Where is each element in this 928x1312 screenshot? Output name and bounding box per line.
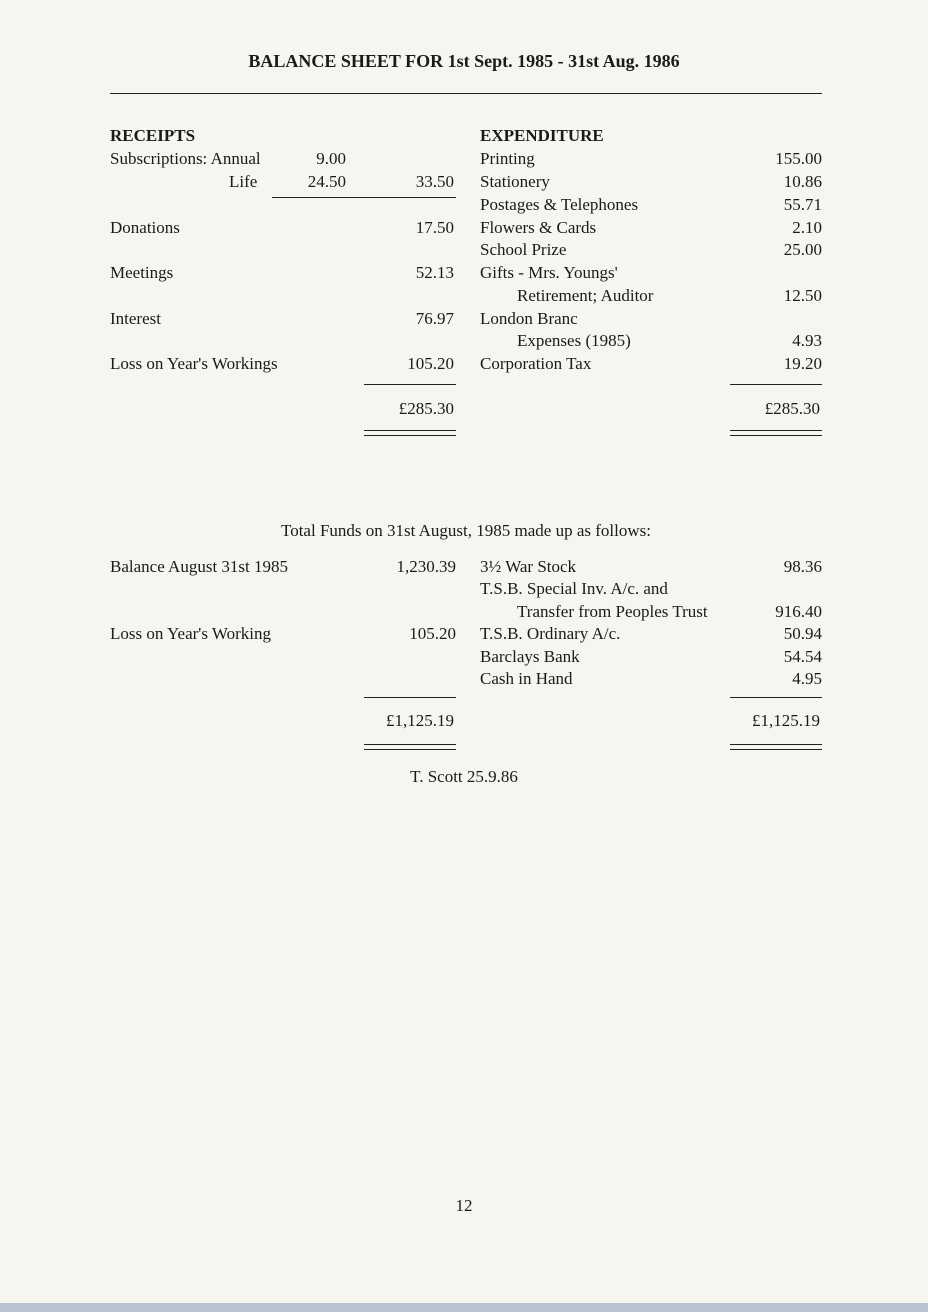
expenditure-item-value: 2.10 xyxy=(792,218,822,237)
receipts-total: £285.30 xyxy=(398,399,454,418)
receipts-double-rule-1 xyxy=(364,430,456,431)
funds-right-item-value: 54.54 xyxy=(783,647,822,666)
funds-left-double-rule-2 xyxy=(364,749,456,750)
expenditure-item-value: 10.86 xyxy=(783,172,822,191)
funds-right-item-value: 98.36 xyxy=(783,557,822,576)
subscriptions-label: Subscriptions: Annual xyxy=(110,149,261,168)
interest-value: 76.97 xyxy=(415,309,454,328)
expenditure-item-value: 55.71 xyxy=(783,195,822,214)
expenditure-item-label: Gifts - Mrs. Youngs' xyxy=(480,263,618,282)
funds-right-item-label: Transfer from Peoples Trust xyxy=(517,602,708,621)
funds-right-subtotal-rule xyxy=(730,697,822,698)
subscriptions-rule xyxy=(272,197,456,198)
funds-right-item-label: 3½ War Stock xyxy=(480,557,577,576)
expenditure-item-label: Postages & Telephones xyxy=(480,195,639,214)
donations-label: Donations xyxy=(110,218,180,237)
expenditure-item-label: Flowers & Cards xyxy=(480,218,597,237)
expenditure-item-value: 19.20 xyxy=(783,354,822,373)
title-rule xyxy=(110,93,822,94)
expenditure-total: £285.30 xyxy=(764,399,820,418)
expenditure-item-label: Stationery xyxy=(480,172,550,191)
expenditure-double-rule-1 xyxy=(730,430,822,431)
funds-right-item-label: T.S.B. Special Inv. A/c. and xyxy=(480,579,668,598)
signature: T. Scott 25.9.86 xyxy=(410,767,518,786)
funds-right-total: £1,125.19 xyxy=(752,711,820,730)
loss-value: 105.20 xyxy=(407,354,454,373)
expenditure-item-value: 12.50 xyxy=(783,286,822,305)
expenditure-item-label: Expenses (1985) xyxy=(517,331,631,350)
funds-right-item-label: Barclays Bank xyxy=(480,647,580,666)
subscriptions-total: 33.50 xyxy=(415,172,454,191)
loss-label: Loss on Year's Workings xyxy=(110,354,278,373)
life-value: 24.50 xyxy=(307,172,346,191)
funds-right-item-value: 916.40 xyxy=(775,602,822,621)
funds-right-item-value: 4.95 xyxy=(792,669,822,688)
funds-right-item-value: 50.94 xyxy=(783,624,822,643)
expenditure-item-label: London Branc xyxy=(480,309,578,328)
receipts-subtotal-rule xyxy=(364,384,456,385)
expenditure-item-label: School Prize xyxy=(480,240,567,259)
funds-left-total: £1,125.19 xyxy=(386,711,454,730)
funds-left-item-value: 1,230.39 xyxy=(396,557,456,576)
expenditure-heading: EXPENDITURE xyxy=(480,126,604,145)
expenditure-item-value: 155.00 xyxy=(775,149,822,168)
funds-right-double-rule-1 xyxy=(730,744,822,745)
expenditure-item-value: 25.00 xyxy=(783,240,822,259)
funds-right-double-rule-2 xyxy=(730,749,822,750)
expenditure-item-label: Printing xyxy=(480,149,535,168)
meetings-value: 52.13 xyxy=(415,263,454,282)
expenditure-item-label: Corporation Tax xyxy=(480,354,592,373)
expenditure-item-value: 4.93 xyxy=(792,331,822,350)
receipts-double-rule-2 xyxy=(364,435,456,436)
funds-heading: Total Funds on 31st August, 1985 made up as follows: xyxy=(281,521,651,540)
funds-left-double-rule-1 xyxy=(364,744,456,745)
funds-left-item-label: Balance August 31st 1985 xyxy=(110,557,289,576)
donations-value: 17.50 xyxy=(415,218,454,237)
annual-value: 9.00 xyxy=(316,149,346,168)
page-number: 12 xyxy=(455,1196,473,1215)
scan-edge-strip xyxy=(0,1303,928,1312)
expenditure-subtotal-rule xyxy=(730,384,822,385)
meetings-label: Meetings xyxy=(110,263,174,282)
funds-right-item-label: Cash in Hand xyxy=(480,669,573,688)
funds-left-item-value: 105.20 xyxy=(409,624,456,643)
page-title: BALANCE SHEET FOR 1st Sept. 1985 - 31st Aug. 1986 xyxy=(248,51,680,71)
life-label: Life xyxy=(229,172,258,191)
funds-left-subtotal-rule xyxy=(364,697,456,698)
expenditure-double-rule-2 xyxy=(730,435,822,436)
funds-left-item-label: Loss on Year's Working xyxy=(110,624,272,643)
expenditure-item-label: Retirement; Auditor xyxy=(517,286,654,305)
interest-label: Interest xyxy=(110,309,161,328)
funds-right-item-label: T.S.B. Ordinary A/c. xyxy=(480,624,621,643)
receipts-heading: RECEIPTS xyxy=(110,126,196,145)
